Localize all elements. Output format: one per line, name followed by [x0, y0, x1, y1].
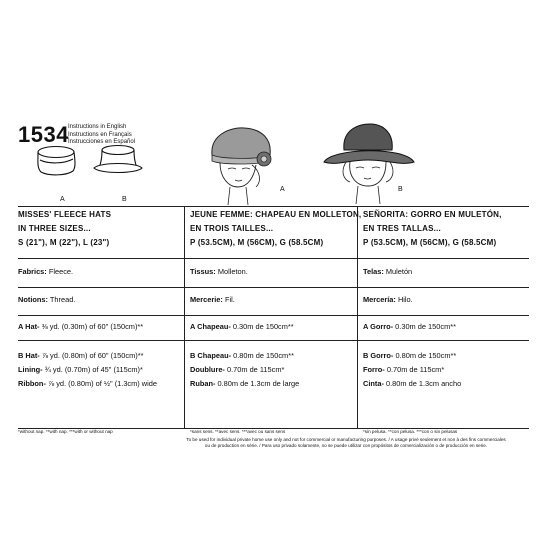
english-fabrics-value: Fleece.: [48, 267, 74, 276]
column-divider-2: [357, 206, 358, 428]
spanish-notions-label: Mercería:: [363, 295, 396, 304]
french-fabrics: [190, 267, 248, 277]
language-spanish: Instrucciones en Español: [68, 139, 136, 145]
bucket-hat-shape: [344, 124, 392, 150]
spanish-lining-value: 0.70m de 115cm*: [386, 365, 445, 374]
spanish-b-value: 0.80m de 150cm**: [395, 351, 457, 360]
french-notions-label: Mercerie:: [190, 295, 223, 304]
illustration-b-label: B: [398, 186, 403, 193]
french-fabrics-value: Molleton.: [217, 267, 248, 276]
view-a-drawing: [38, 147, 75, 175]
spanish-lining-label: Forro-: [363, 365, 385, 374]
spanish-view-a: [363, 322, 456, 332]
english-title-1: MISSES' FLEECE HATS: [18, 210, 112, 219]
view-b-drawing: [94, 146, 142, 173]
english-view-a: [18, 322, 143, 332]
spanish-ribbon: [363, 379, 461, 389]
french-view-b: [190, 351, 294, 361]
line-art-views: [28, 140, 138, 190]
spanish-ribbon-label: Cinta-: [363, 379, 384, 388]
french-footnote: *sans sens. **avec sens. ***avec ou sans sens: [190, 429, 286, 434]
french-notions: [190, 295, 235, 305]
english-lining-label: Lining-: [18, 365, 43, 374]
french-title-2: EN TROIS TAILLES...: [190, 224, 274, 233]
legal-notice: To be used for individual private home use only and not for commercial or manufacturing purposes. / A usage privé seulement et non à des fins commerciales ou de production en série. / Para uso privado solamente, no se puede utilizar con propósitos de comercialización o de producción en serie.: [186, 437, 506, 448]
spanish-sizes: P (53.5CM), M (56CM), G (58.5CM): [363, 238, 497, 247]
english-ribbon: [18, 379, 157, 389]
french-lining: [190, 365, 284, 375]
english-a-value: ⅜ yd. (0.30m) of 60" (150cm)**: [41, 322, 144, 331]
english-fabrics-label: Fabrics:: [18, 267, 47, 276]
view-b-label: B: [122, 196, 127, 203]
spanish-a-value: 0.30m de 150cm**: [395, 322, 456, 331]
spanish-footnote: *sin pelusa. **con pelusa. ***con o sin pelusas: [363, 429, 458, 434]
illustration-view-b: [318, 120, 418, 206]
rule-notions: [18, 315, 529, 316]
french-lining-label: Doublure-: [190, 365, 225, 374]
english-lining: [18, 365, 143, 375]
french-b-label: B Chapeau-: [190, 351, 232, 360]
spanish-fabrics: [363, 267, 412, 277]
french-b-value: 0.80m de 150cm**: [233, 351, 294, 360]
spanish-fabrics-value: Muletón: [385, 267, 413, 276]
french-lining-value: 0.70m de 115cm*: [226, 365, 285, 374]
rule-fabrics: [18, 287, 529, 288]
french-notions-value: Fil.: [224, 295, 235, 304]
spanish-notions: [363, 295, 413, 305]
english-b-value: ⅞ yd. (0.80m) of 60" (150cm)**: [41, 351, 144, 360]
spanish-title-1: SEÑORITA: GORRO EN MULETÓN,: [363, 210, 502, 219]
column-divider-1: [184, 206, 185, 428]
spanish-title-2: EN TRES TALLAS...: [363, 224, 441, 233]
spanish-notions-value: Hilo.: [397, 295, 413, 304]
english-view-b: [18, 351, 143, 361]
english-notions: [18, 295, 75, 305]
spanish-view-b: [363, 351, 456, 361]
spanish-a-label: A Gorro-: [363, 322, 394, 331]
french-ribbon-value: 0.80m de 1.3cm de large: [217, 379, 300, 388]
english-ribbon-label: Ribbon-: [18, 379, 46, 388]
french-a-value: 0.30m de 150cm**: [232, 322, 294, 331]
spanish-lining: [363, 365, 444, 375]
english-lining-value: ¾ yd. (0.70m) of 45" (115cm)*: [44, 365, 143, 374]
french-a-label: A Chapeau-: [190, 322, 231, 331]
english-sizes: S (21"), M (22"), L (23"): [18, 238, 110, 247]
english-notions-value: Thread.: [49, 295, 76, 304]
rule-view-a: [18, 340, 529, 341]
illustration-a-label: A: [280, 186, 285, 193]
rule-sizes: [18, 258, 529, 259]
language-french: Instructions en Français: [68, 131, 132, 138]
french-fabrics-label: Tissus:: [190, 267, 216, 276]
english-fabrics: [18, 267, 73, 277]
english-a-label: A Hat-: [18, 322, 40, 331]
french-view-a: [190, 322, 294, 332]
pattern-number: 1534: [18, 122, 69, 147]
english-notions-label: Notions:: [18, 295, 48, 304]
spanish-ribbon-value: 0.80m de 1.3cm ancho: [386, 379, 462, 388]
french-title-1: JEUNE FEMME: CHAPEAU EN MOLLETON,: [190, 210, 362, 219]
view-a-label: A: [60, 196, 65, 203]
rule-top: [18, 206, 529, 207]
language-english: Instructions in English: [68, 124, 127, 130]
spanish-b-label: B Gorro-: [363, 351, 394, 360]
english-ribbon-value: ⅞ yd. (0.80m) of ½" (1.3cm) wide: [47, 379, 157, 388]
english-b-label: B Hat-: [18, 351, 40, 360]
spanish-fabrics-label: Telas:: [363, 267, 384, 276]
french-ribbon: [190, 379, 299, 389]
french-sizes: P (53.5CM), M (56CM), G (58.5CM): [190, 238, 324, 247]
english-title-2: IN THREE SIZES...: [18, 224, 91, 233]
french-ribbon-label: Ruban-: [190, 379, 216, 388]
english-footnote: *without nap. **with nap. ***with or without nap: [18, 429, 113, 434]
illustration-view-a: [200, 125, 290, 207]
